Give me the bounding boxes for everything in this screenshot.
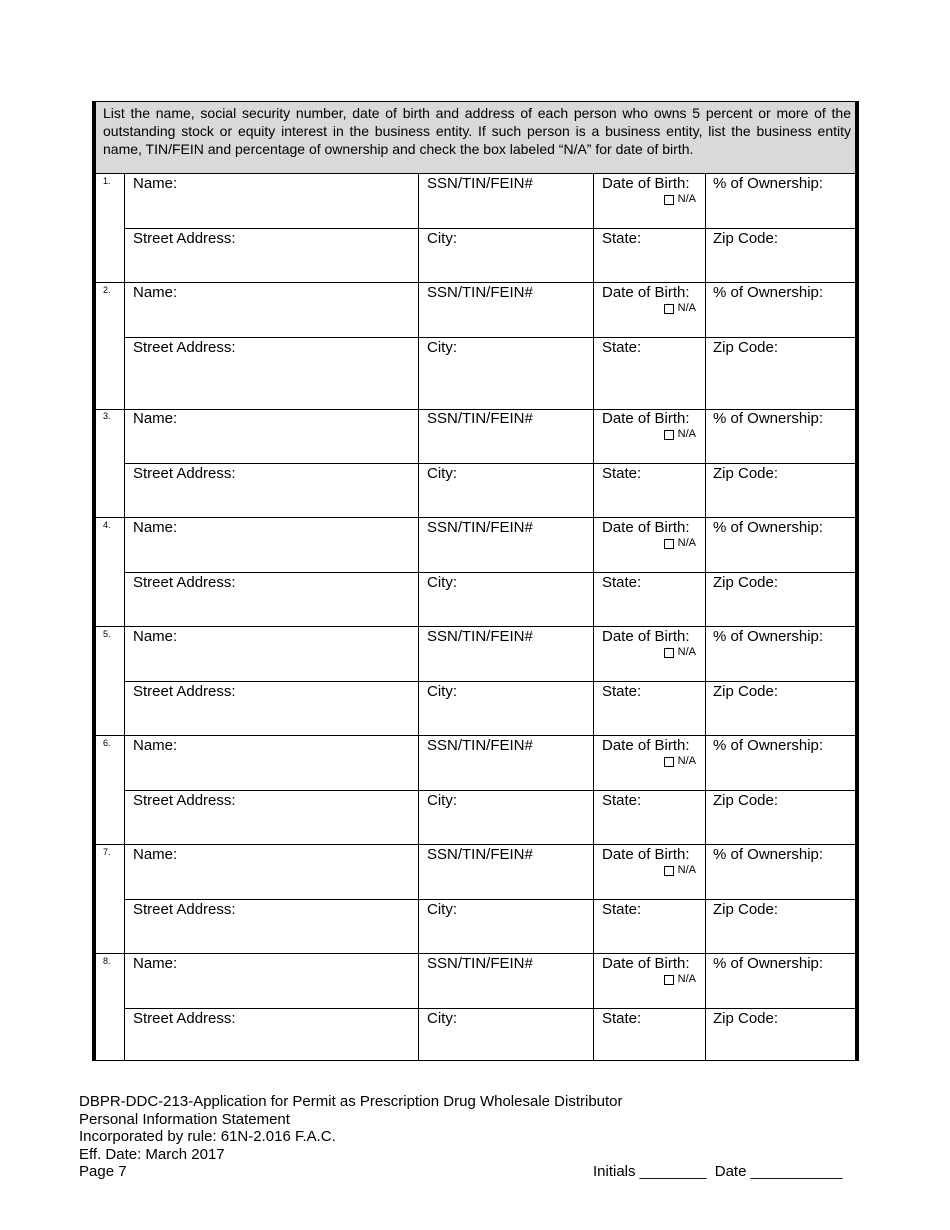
- na-option[interactable]: [664, 428, 696, 441]
- entry-number-cell: [96, 174, 125, 283]
- ssn-field[interactable]: [419, 283, 594, 337]
- na-option[interactable]: [664, 864, 696, 877]
- na-label: N/A: [677, 864, 696, 876]
- street-field[interactable]: [125, 900, 419, 953]
- city-field[interactable]: [419, 338, 594, 409]
- city-label: City:: [427, 1010, 457, 1027]
- na-checkbox[interactable]: [664, 975, 674, 985]
- entry-row-identity: [125, 736, 855, 791]
- name-label: Name:: [133, 519, 178, 536]
- dob-label: Date of Birth:: [602, 284, 690, 301]
- entry-number: 2.: [103, 285, 111, 295]
- effective-date: Eff. Date: March 2017: [79, 1145, 225, 1163]
- ownership-entry: [96, 409, 855, 518]
- state-label: State:: [602, 1010, 642, 1027]
- ownership-field[interactable]: [706, 409, 855, 463]
- ssn-field[interactable]: [419, 954, 594, 1008]
- entry-row-identity: [125, 518, 855, 573]
- street-label: Street Address:: [133, 339, 236, 356]
- instructions-text: List the name, social security number, date of birth and address of each person who owns 5 percent or more of the outstanding stock or equity interest in the business entity. If such person is a business entity, list the business entity name, TIN/FEIN and percentage of ownership and check the box labeled “N/A” for date of birth.: [96, 102, 855, 174]
- city-label: City:: [427, 683, 457, 700]
- na-checkbox[interactable]: [664, 757, 674, 767]
- name-label: Name:: [133, 628, 178, 645]
- page-number: Page 7: [79, 1163, 127, 1180]
- ownership-label: % of Ownership:: [713, 628, 824, 645]
- state-field[interactable]: [594, 464, 706, 517]
- state-label: State:: [602, 465, 642, 482]
- name-label: Name:: [133, 284, 178, 301]
- street-field[interactable]: [125, 682, 419, 735]
- zip-field[interactable]: [706, 900, 855, 953]
- city-field[interactable]: [419, 682, 594, 735]
- city-field[interactable]: [419, 900, 594, 953]
- dob-field[interactable]: [594, 174, 706, 228]
- city-label: City:: [427, 574, 457, 591]
- name-field[interactable]: [125, 518, 419, 572]
- name-field[interactable]: [125, 174, 419, 228]
- dob-field[interactable]: [594, 283, 706, 337]
- entry-row-identity: [125, 954, 855, 1009]
- name-label: Name:: [133, 175, 178, 192]
- dob-field[interactable]: [594, 845, 706, 899]
- street-label: Street Address:: [133, 230, 236, 247]
- entry-row-identity: [125, 627, 855, 682]
- state-label: State:: [602, 574, 642, 591]
- entry-row-identity: [125, 283, 855, 338]
- city-field[interactable]: [419, 573, 594, 626]
- street-field[interactable]: [125, 464, 419, 517]
- street-field[interactable]: [125, 229, 419, 282]
- ownership-field[interactable]: [706, 736, 855, 790]
- state-field[interactable]: [594, 229, 706, 282]
- street-field[interactable]: [125, 1009, 419, 1061]
- ownership-label: % of Ownership:: [713, 284, 824, 301]
- name-field[interactable]: [125, 409, 419, 463]
- na-option[interactable]: [664, 646, 696, 659]
- state-label: State:: [602, 792, 642, 809]
- state-field[interactable]: [594, 1009, 706, 1061]
- entry-row-address: [125, 1009, 855, 1061]
- na-label: N/A: [677, 755, 696, 767]
- state-field[interactable]: [594, 791, 706, 844]
- ssn-label: SSN/TIN/FEIN#: [427, 846, 533, 863]
- entry-row-address: [125, 464, 855, 518]
- entry-row-identity: [125, 845, 855, 900]
- entry-number-cell: [96, 627, 125, 736]
- ownership-field[interactable]: [706, 627, 855, 681]
- zip-field[interactable]: [706, 464, 855, 517]
- street-label: Street Address:: [133, 792, 236, 809]
- entry-number: 7.: [103, 847, 111, 857]
- city-field[interactable]: [419, 464, 594, 517]
- ownership-field[interactable]: [706, 954, 855, 1008]
- ownership-entry: [96, 627, 855, 736]
- entry-number-cell: [96, 736, 125, 845]
- name-field[interactable]: [125, 283, 419, 337]
- entry-number-cell: [96, 845, 125, 954]
- street-field[interactable]: [125, 791, 419, 844]
- zip-label: Zip Code:: [713, 230, 779, 247]
- city-field[interactable]: [419, 1009, 594, 1061]
- ownership-label: % of Ownership:: [713, 519, 824, 536]
- ownership-field[interactable]: [706, 283, 855, 337]
- city-label: City:: [427, 792, 457, 809]
- form-title: DBPR-DDC-213-Application for Permit as Prescription Drug Wholesale Distributor: [79, 1093, 623, 1110]
- ownership-field[interactable]: [706, 845, 855, 899]
- name-label: Name:: [133, 955, 178, 972]
- city-field[interactable]: [419, 229, 594, 282]
- zip-label: Zip Code:: [713, 1010, 779, 1027]
- dob-field[interactable]: [594, 954, 706, 1008]
- state-field[interactable]: [594, 573, 706, 626]
- entry-number: 3.: [103, 411, 111, 421]
- ssn-field[interactable]: [419, 518, 594, 572]
- state-field[interactable]: [594, 682, 706, 735]
- ownership-entry: [96, 518, 855, 627]
- entry-number: 4.: [103, 520, 111, 530]
- ownership-field[interactable]: [706, 174, 855, 228]
- dob-field[interactable]: [594, 627, 706, 681]
- zip-label: Zip Code:: [713, 339, 779, 356]
- dob-label: Date of Birth:: [602, 175, 690, 192]
- ssn-label: SSN/TIN/FEIN#: [427, 519, 533, 536]
- ownership-entry: [96, 845, 855, 954]
- ssn-field[interactable]: [419, 627, 594, 681]
- name-field[interactable]: [125, 736, 419, 790]
- ownership-label: % of Ownership:: [713, 955, 824, 972]
- zip-field[interactable]: [706, 229, 855, 282]
- na-option[interactable]: [664, 973, 696, 986]
- zip-label: Zip Code:: [713, 792, 779, 809]
- na-option[interactable]: [664, 193, 696, 206]
- zip-label: Zip Code:: [713, 683, 779, 700]
- ssn-field[interactable]: [419, 174, 594, 228]
- dob-label: Date of Birth:: [602, 846, 690, 863]
- entry-number: 5.: [103, 629, 111, 639]
- street-label: Street Address:: [133, 465, 236, 482]
- na-checkbox[interactable]: [664, 304, 674, 314]
- dob-label: Date of Birth:: [602, 628, 690, 645]
- state-field[interactable]: [594, 900, 706, 953]
- entry-number-cell: [96, 954, 125, 1061]
- entry-number: 8.: [103, 956, 111, 966]
- na-label: N/A: [677, 193, 696, 205]
- entry-row-address: [125, 900, 855, 954]
- zip-field[interactable]: [706, 682, 855, 735]
- ownership-label: % of Ownership:: [713, 410, 824, 427]
- dob-label: Date of Birth:: [602, 737, 690, 754]
- entry-number-cell: [96, 518, 125, 627]
- entry-number: 6.: [103, 738, 111, 748]
- form-subtitle: Personal Information Statement: [79, 1110, 290, 1128]
- ownership-label: % of Ownership:: [713, 175, 824, 192]
- dob-label: Date of Birth:: [602, 955, 690, 972]
- city-label: City:: [427, 339, 457, 356]
- state-label: State:: [602, 683, 642, 700]
- street-label: Street Address:: [133, 1010, 236, 1027]
- name-field[interactable]: [125, 954, 419, 1008]
- zip-field[interactable]: [706, 1009, 855, 1061]
- zip-label: Zip Code:: [713, 465, 779, 482]
- street-label: Street Address:: [133, 574, 236, 591]
- city-label: City:: [427, 230, 457, 247]
- na-option[interactable]: [664, 537, 696, 550]
- city-label: City:: [427, 465, 457, 482]
- entry-row-address: [125, 791, 855, 845]
- name-label: Name:: [133, 737, 178, 754]
- ownership-label: % of Ownership:: [713, 846, 824, 863]
- street-field[interactable]: [125, 573, 419, 626]
- entry-row-identity: [125, 174, 855, 229]
- dob-field[interactable]: [594, 518, 706, 572]
- ssn-field[interactable]: [419, 736, 594, 790]
- rule-reference: Incorporated by rule: 61N-2.016 F.A.C.: [79, 1128, 336, 1145]
- street-label: Street Address:: [133, 901, 236, 918]
- ssn-label: SSN/TIN/FEIN#: [427, 955, 533, 972]
- ownership-field[interactable]: [706, 518, 855, 572]
- ownership-label: % of Ownership:: [713, 737, 824, 754]
- entry-row-address: [125, 229, 855, 283]
- state-field[interactable]: [594, 338, 706, 409]
- na-label: N/A: [677, 646, 696, 658]
- state-label: State:: [602, 901, 642, 918]
- dob-label: Date of Birth:: [602, 519, 690, 536]
- zip-label: Zip Code:: [713, 901, 779, 918]
- na-label: N/A: [677, 537, 696, 549]
- state-label: State:: [602, 230, 642, 247]
- entry-row-address: [125, 573, 855, 627]
- ownership-entry: [96, 174, 855, 283]
- na-checkbox[interactable]: [664, 195, 674, 205]
- na-checkbox[interactable]: [664, 866, 674, 876]
- name-label: Name:: [133, 846, 178, 863]
- document-footer: [79, 1093, 623, 1181]
- na-label: N/A: [677, 428, 696, 440]
- na-option[interactable]: [664, 755, 696, 768]
- street-label: Street Address:: [133, 683, 236, 700]
- na-label: N/A: [677, 302, 696, 314]
- zip-label: Zip Code:: [713, 574, 779, 591]
- entry-number-cell: [96, 409, 125, 518]
- name-field[interactable]: [125, 627, 419, 681]
- dob-label: Date of Birth:: [602, 410, 690, 427]
- entry-number: 1.: [103, 176, 111, 186]
- na-checkbox[interactable]: [664, 430, 674, 440]
- street-field[interactable]: [125, 338, 419, 409]
- state-label: State:: [602, 339, 642, 356]
- dob-field[interactable]: [594, 736, 706, 790]
- ssn-field[interactable]: [419, 409, 594, 463]
- zip-field[interactable]: [706, 791, 855, 844]
- na-option[interactable]: [664, 302, 696, 315]
- ssn-label: SSN/TIN/FEIN#: [427, 175, 533, 192]
- dob-field[interactable]: [594, 409, 706, 463]
- city-field[interactable]: [419, 791, 594, 844]
- ssn-label: SSN/TIN/FEIN#: [427, 737, 533, 754]
- entry-row-address: [125, 682, 855, 736]
- city-label: City:: [427, 901, 457, 918]
- zip-field[interactable]: [706, 338, 855, 409]
- name-label: Name:: [133, 410, 178, 427]
- zip-field[interactable]: [706, 573, 855, 626]
- ownership-entry: [96, 283, 855, 410]
- entry-number-cell: [96, 283, 125, 410]
- na-checkbox[interactable]: [664, 539, 674, 549]
- entry-row-identity: [125, 409, 855, 464]
- initials-date-line[interactable]: Initials ________ Date ___________: [593, 1163, 843, 1180]
- ssn-label: SSN/TIN/FEIN#: [427, 284, 533, 301]
- name-field[interactable]: [125, 845, 419, 899]
- ownership-form: [92, 101, 859, 1061]
- ssn-label: SSN/TIN/FEIN#: [427, 410, 533, 427]
- ssn-field[interactable]: [419, 845, 594, 899]
- na-label: N/A: [677, 973, 696, 985]
- ssn-label: SSN/TIN/FEIN#: [427, 628, 533, 645]
- entry-row-address: [125, 338, 855, 410]
- ownership-entry: [96, 736, 855, 845]
- na-checkbox[interactable]: [664, 648, 674, 658]
- ownership-entry: [96, 954, 855, 1061]
